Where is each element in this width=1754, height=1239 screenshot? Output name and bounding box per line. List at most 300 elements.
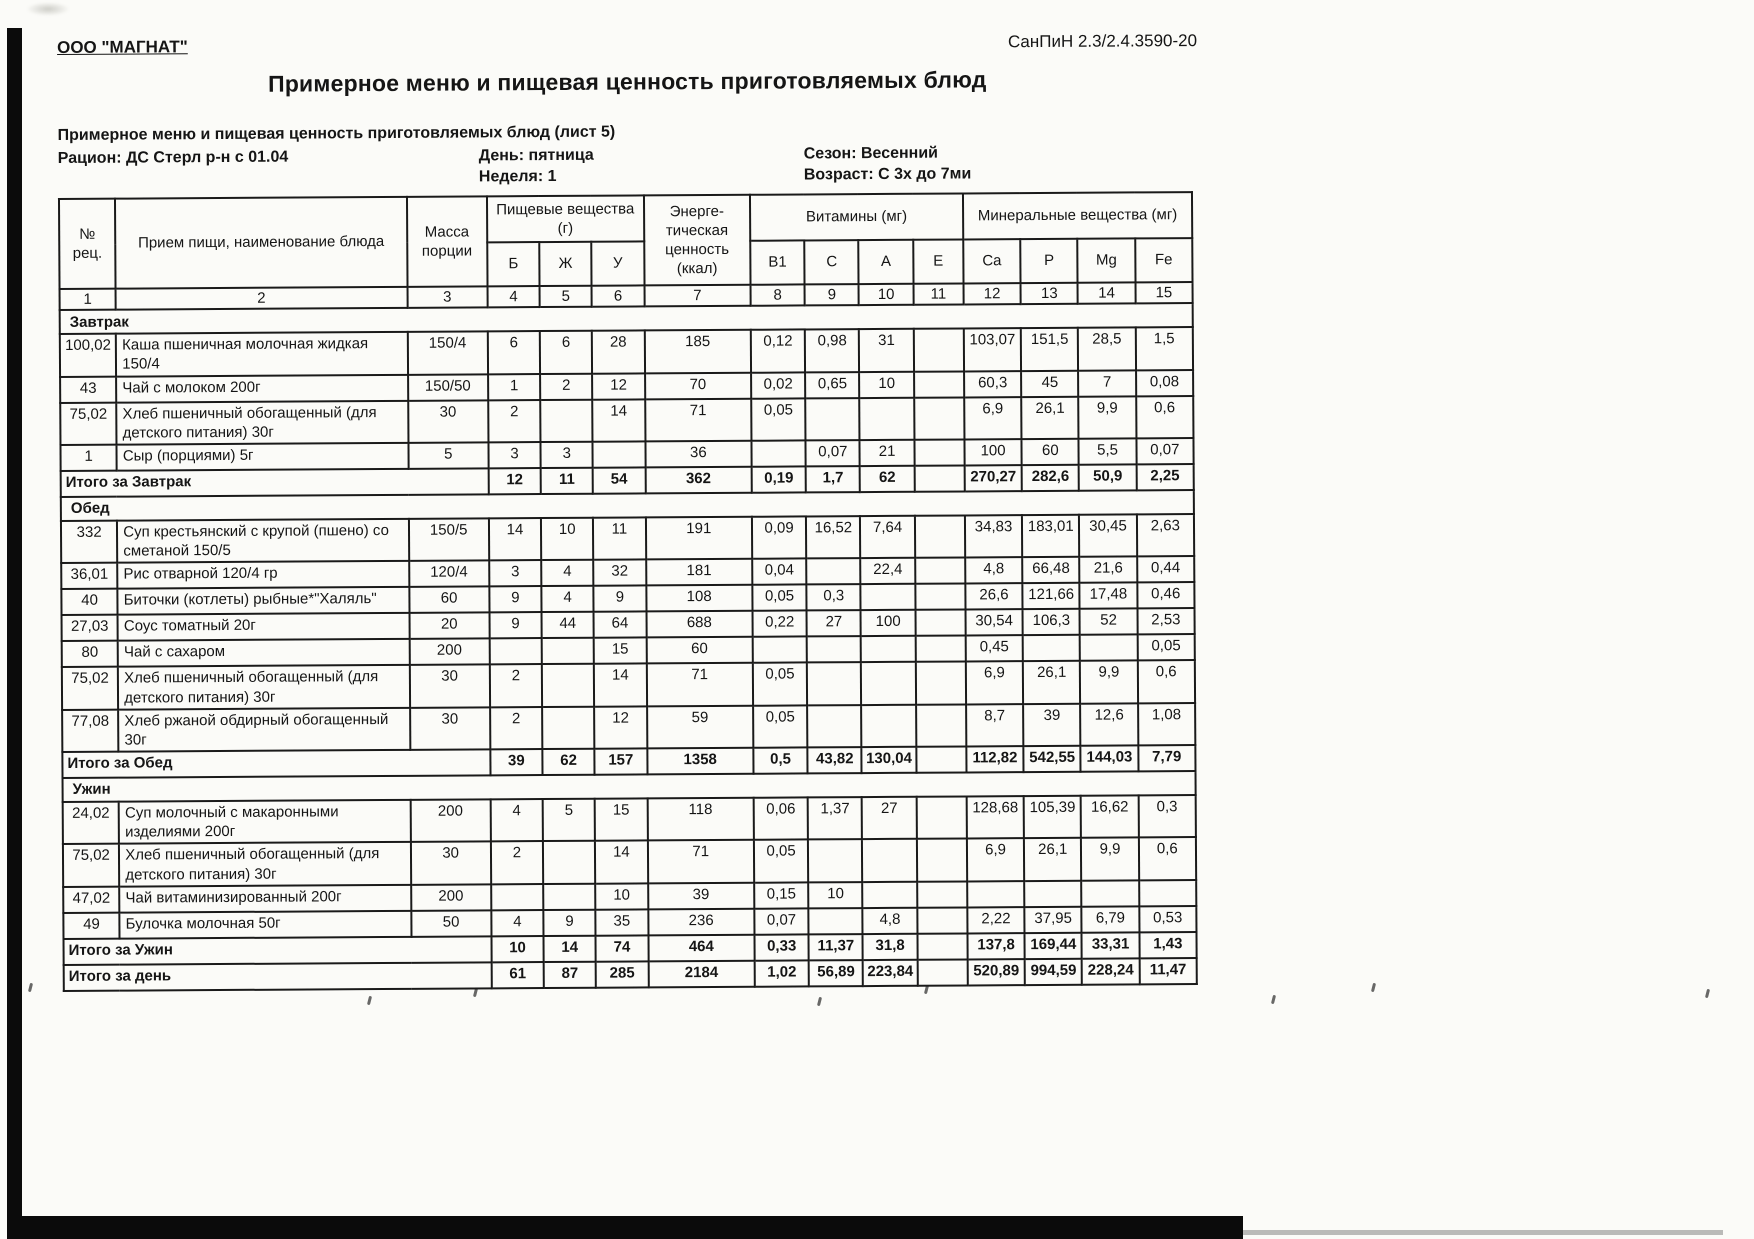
value-cell: 30 xyxy=(410,707,491,750)
column-number: 15 xyxy=(1135,282,1193,304)
value-cell xyxy=(805,398,859,441)
recipe-number-cell: 40 xyxy=(61,589,117,615)
dish-name-cell: Чай с сахаром xyxy=(118,639,409,667)
document-header-row xyxy=(57,31,1197,58)
column-number: 10 xyxy=(859,284,913,306)
value-cell: 15 xyxy=(594,638,646,664)
value-cell: 5,5 xyxy=(1079,438,1136,464)
meal-section-label: Завтрак xyxy=(60,303,1193,334)
section-total-value: 62 xyxy=(542,749,594,775)
value-cell: 32 xyxy=(593,560,645,586)
header-vitamin-b1: B1 xyxy=(750,240,805,284)
value-cell: 0,06 xyxy=(754,797,808,840)
recipe-number-cell: 47,02 xyxy=(63,886,119,912)
scan-speck xyxy=(817,997,822,1006)
value-cell xyxy=(917,839,967,882)
menu-row xyxy=(62,660,1195,709)
value-cell: 17,48 xyxy=(1080,583,1137,609)
value-cell: 14 xyxy=(489,518,541,561)
value-cell: 2 xyxy=(488,400,540,443)
scan-artifact-bottom-bar xyxy=(7,1216,1243,1239)
recipe-number-cell: 75,02 xyxy=(62,667,118,710)
dish-name-cell: Суп молочный с макаронными изделиями 200г xyxy=(119,800,411,844)
value-cell xyxy=(1024,881,1081,907)
value-cell: 2 xyxy=(491,841,543,884)
section-total-value: 270,27 xyxy=(965,465,1022,491)
header-vitamins-group: Витамины (мг) xyxy=(750,193,963,240)
section-total-value: 0,33 xyxy=(754,934,808,960)
column-number: 6 xyxy=(592,285,644,307)
value-cell: 66,48 xyxy=(1022,557,1079,583)
day-total-row xyxy=(64,958,1197,991)
value-cell: 2,63 xyxy=(1137,514,1195,557)
section-total-value: 282,6 xyxy=(1022,465,1079,491)
value-cell: 0,05 xyxy=(754,840,808,883)
value-cell: 52 xyxy=(1080,609,1137,635)
dish-name-cell: Соус томатный 20г xyxy=(118,613,409,641)
section-total-value: 62 xyxy=(860,466,914,492)
dish-name-cell: Хлеб пшеничный обогащенный (для детского питания) 30г xyxy=(116,400,408,444)
day-total-value: 285 xyxy=(596,961,648,987)
section-total-value: 362 xyxy=(645,467,752,494)
value-cell xyxy=(915,515,965,558)
header-recipe-number: № рец. xyxy=(59,199,116,289)
value-cell: 21 xyxy=(860,440,914,466)
value-cell xyxy=(543,884,595,910)
dish-name-cell: Суп крестьянский с крупой (пшено) со сметаной 150/5 xyxy=(117,519,409,563)
section-total-value: 0,5 xyxy=(753,747,807,773)
value-cell: 0,05 xyxy=(753,663,807,706)
dish-name-cell: Рис отварной 120/4 гр xyxy=(117,561,408,589)
value-cell: 27 xyxy=(862,797,916,840)
dish-name-cell: Чай с молоком 200г xyxy=(116,374,407,402)
value-cell: 688 xyxy=(646,611,753,638)
header-minerals-group: Минеральные вещества (мг) xyxy=(963,192,1192,239)
value-cell xyxy=(751,440,805,466)
value-cell: 9 xyxy=(594,586,646,612)
column-number: 11 xyxy=(913,283,963,304)
value-cell xyxy=(862,839,916,882)
value-cell: 31 xyxy=(859,329,913,372)
value-cell: 6 xyxy=(488,331,540,374)
value-cell: 151,5 xyxy=(1021,328,1078,371)
column-number: 12 xyxy=(963,283,1020,305)
value-cell: 26,1 xyxy=(1024,838,1081,881)
page-title: Примерное меню и пищевая ценность приготовляемых блюд xyxy=(267,66,987,97)
value-cell xyxy=(915,610,965,636)
age-value: С 3х до 7ми xyxy=(878,165,972,183)
value-cell xyxy=(542,706,594,749)
menu-row xyxy=(63,795,1196,844)
section-total-value: 10 xyxy=(491,936,543,962)
section-total-label: Итого за Ужин xyxy=(64,936,492,965)
scan-speck xyxy=(1705,989,1710,998)
section-total-value: 11,37 xyxy=(809,934,863,960)
value-cell: 0,05 xyxy=(1137,634,1195,660)
company-name: ООО "МАГНАТ" xyxy=(57,37,188,57)
value-cell: 4 xyxy=(541,560,593,586)
value-cell xyxy=(915,558,965,584)
ration-value: ДС Стерл р-н с 01.04 xyxy=(125,148,289,167)
value-cell: 59 xyxy=(647,705,754,748)
section-total-label: Итого за Обед xyxy=(62,749,490,778)
value-cell: 183,01 xyxy=(1022,515,1079,558)
value-cell: 0,04 xyxy=(752,559,806,585)
recipe-number-cell: 24,02 xyxy=(63,802,119,845)
menu-table-body xyxy=(60,303,1197,991)
value-cell: 6,9 xyxy=(964,397,1021,440)
section-total-value: 39 xyxy=(490,749,542,775)
day-total-value xyxy=(917,959,967,985)
value-cell xyxy=(809,908,863,934)
section-total-value: 144,03 xyxy=(1081,745,1138,771)
value-cell: 200 xyxy=(410,799,491,842)
value-cell: 0,15 xyxy=(754,882,808,908)
value-cell xyxy=(916,704,966,747)
value-cell: 20 xyxy=(409,613,490,639)
section-total-label: Итого за Завтрак xyxy=(61,468,489,497)
value-cell: 3 xyxy=(541,442,593,468)
scan-artifact-bottom-faint-bar xyxy=(1243,1230,1723,1235)
section-total-value: 1,7 xyxy=(806,466,860,492)
value-cell xyxy=(753,637,807,663)
value-cell: 10 xyxy=(808,882,862,908)
season-field xyxy=(804,143,1198,163)
value-cell: 6 xyxy=(540,331,592,374)
section-total-value: 1358 xyxy=(647,748,754,775)
value-cell xyxy=(861,662,915,705)
value-cell: 121,66 xyxy=(1023,583,1080,609)
value-cell xyxy=(807,662,861,705)
value-cell: 16,52 xyxy=(806,516,860,559)
value-cell xyxy=(807,705,861,748)
value-cell: 34,83 xyxy=(965,515,1022,558)
header-carbs: У xyxy=(592,241,645,285)
value-cell: 9 xyxy=(543,910,595,936)
dish-name-cell: Каша пшеничная молочная жидкая 150/4 xyxy=(116,332,408,376)
day-total-label: Итого за день xyxy=(64,962,492,991)
value-cell xyxy=(491,884,543,910)
value-cell: 3 xyxy=(489,560,541,586)
value-cell: 2 xyxy=(540,373,592,399)
header-vitamin-a: A xyxy=(859,240,914,284)
value-cell: 4 xyxy=(491,799,543,842)
value-cell: 2 xyxy=(490,707,542,750)
section-total-value: 33,31 xyxy=(1082,932,1139,958)
value-cell: 128,68 xyxy=(967,796,1024,839)
section-total-value: 2,25 xyxy=(1136,464,1194,490)
value-cell xyxy=(806,558,860,584)
value-cell: 0,3 xyxy=(1138,795,1196,838)
section-total-value: 14 xyxy=(544,936,596,962)
value-cell: 8,7 xyxy=(966,704,1023,747)
column-number: 9 xyxy=(805,284,859,306)
value-cell xyxy=(915,636,965,662)
column-number: 8 xyxy=(751,284,805,306)
value-cell: 106,3 xyxy=(1023,609,1080,635)
column-number: 2 xyxy=(116,287,407,310)
value-cell: 0,05 xyxy=(752,585,806,611)
value-cell: 30,45 xyxy=(1079,514,1136,557)
value-cell: 4,8 xyxy=(965,557,1022,583)
value-cell: 27 xyxy=(807,610,861,636)
value-cell: 60 xyxy=(1022,439,1079,465)
value-cell: 0,02 xyxy=(751,372,805,398)
value-cell: 200 xyxy=(411,884,492,910)
age-label: Возраст: xyxy=(803,166,874,184)
value-cell: 9,9 xyxy=(1081,838,1138,881)
value-cell: 118 xyxy=(647,798,754,841)
dish-name-cell: Хлеб пшеничный обогащенный (для детского питания) 30г xyxy=(119,842,411,886)
column-number: 5 xyxy=(540,286,592,308)
section-total-value: 169,44 xyxy=(1025,933,1082,959)
recipe-number-cell: 43 xyxy=(60,376,116,402)
header-mineral-fe: Fe xyxy=(1135,238,1193,282)
value-cell: 9,9 xyxy=(1080,661,1137,704)
value-cell xyxy=(860,397,914,440)
value-cell: 15 xyxy=(595,798,648,841)
day-total-value: 11,47 xyxy=(1139,958,1197,984)
recipe-number-cell: 49 xyxy=(63,912,119,938)
recipe-number-cell: 36,01 xyxy=(61,563,117,589)
column-number: 4 xyxy=(487,286,539,308)
value-cell: 71 xyxy=(646,663,753,706)
day-total-value: 223,84 xyxy=(863,960,917,986)
header-nutrients-group: Пищевые вещества (г) xyxy=(487,195,644,242)
value-cell: 71 xyxy=(645,398,752,441)
section-total-value xyxy=(914,465,964,491)
value-cell: 0,6 xyxy=(1139,837,1197,880)
value-cell xyxy=(916,797,966,840)
value-cell: 30 xyxy=(409,665,490,708)
value-cell: 1 xyxy=(488,374,540,400)
week-value: 1 xyxy=(547,167,557,186)
value-cell: 44 xyxy=(542,612,594,638)
menu-row xyxy=(61,514,1194,563)
value-cell xyxy=(917,907,967,933)
section-total-value xyxy=(917,933,967,959)
recipe-number-cell: 1 xyxy=(60,445,116,471)
day-total-value: 61 xyxy=(491,962,543,988)
value-cell: 0,08 xyxy=(1136,370,1194,396)
value-cell: 100 xyxy=(964,439,1021,465)
header-protein: Б xyxy=(487,242,539,286)
week-label: Неделя: xyxy=(478,168,544,186)
value-cell: 7,64 xyxy=(860,516,914,559)
value-cell xyxy=(916,662,966,705)
value-cell: 0,44 xyxy=(1137,556,1195,582)
value-cell: 236 xyxy=(648,909,755,936)
scan-speck xyxy=(1371,983,1376,992)
menu-table xyxy=(58,191,1198,992)
value-cell: 191 xyxy=(645,517,752,560)
ration-field xyxy=(58,147,479,168)
value-cell xyxy=(808,840,862,883)
value-cell xyxy=(1080,635,1137,661)
value-cell: 26,1 xyxy=(1021,396,1078,439)
value-cell: 26,1 xyxy=(1023,661,1080,704)
value-cell xyxy=(1082,880,1139,906)
value-cell xyxy=(914,397,964,440)
value-cell: 0,12 xyxy=(751,330,805,373)
value-cell: 1,08 xyxy=(1138,703,1196,746)
value-cell: 0,46 xyxy=(1137,582,1195,608)
menu-row xyxy=(62,703,1195,752)
day-total-value: 520,89 xyxy=(968,959,1025,985)
document-meta xyxy=(58,120,1198,189)
day-total-value: 1,02 xyxy=(755,960,809,986)
value-cell: 39 xyxy=(648,883,755,910)
value-cell: 9,9 xyxy=(1079,396,1136,439)
age-field xyxy=(804,164,1198,184)
dish-name-cell: Сыр (порциями) 5г xyxy=(117,443,408,471)
header-mineral-ca: Ca xyxy=(963,239,1021,283)
header-vitamin-c: C xyxy=(804,240,859,284)
section-total-value: 43,82 xyxy=(808,747,862,773)
value-cell: 6,9 xyxy=(966,661,1023,704)
value-cell: 60 xyxy=(409,587,490,613)
value-cell: 0,6 xyxy=(1137,660,1195,703)
value-cell: 1,37 xyxy=(808,797,862,840)
value-cell xyxy=(914,439,964,465)
day-total-value: 228,24 xyxy=(1082,958,1139,984)
value-cell: 0,98 xyxy=(805,329,859,372)
value-cell: 10 xyxy=(860,371,914,397)
value-cell: 0,05 xyxy=(751,398,805,441)
section-total-value: 11 xyxy=(541,468,593,494)
document-subtitle: Примерное меню и пищевая ценность приготовляемых блюд (лист 5) xyxy=(57,123,616,144)
scan-smudge xyxy=(26,2,70,16)
value-cell: 5 xyxy=(543,799,595,842)
value-cell xyxy=(542,638,594,664)
day-label: День: xyxy=(478,147,525,165)
column-number: 3 xyxy=(407,286,487,308)
column-number: 13 xyxy=(1021,283,1078,305)
value-cell: 150/4 xyxy=(407,332,488,375)
value-cell: 7 xyxy=(1078,370,1135,396)
value-cell: 0,65 xyxy=(805,372,859,398)
meal-section-label: Обед xyxy=(61,490,1194,521)
value-cell: 185 xyxy=(644,330,751,373)
header-portion-mass: Масса порции xyxy=(406,196,487,286)
header-energy-value: Энерге-тическая ценность (ккал) xyxy=(644,195,751,286)
section-total-value: 50,9 xyxy=(1079,464,1136,490)
value-cell: 9 xyxy=(489,612,541,638)
value-cell: 64 xyxy=(594,612,646,638)
regulation-number: СанПиН 2.3/2.4.3590-20 xyxy=(1007,31,1198,52)
scan-speck xyxy=(367,996,372,1005)
section-total-value: 137,8 xyxy=(967,933,1024,959)
value-cell: 120/4 xyxy=(409,561,490,587)
recipe-number-cell: 100,02 xyxy=(60,334,116,377)
day-total-value: 87 xyxy=(544,962,596,988)
value-cell xyxy=(914,371,964,397)
value-cell: 5 xyxy=(408,442,489,468)
value-cell: 0,22 xyxy=(752,611,806,637)
value-cell: 30,54 xyxy=(965,609,1022,635)
value-cell xyxy=(917,881,967,907)
value-cell: 103,07 xyxy=(964,328,1021,371)
value-cell: 181 xyxy=(646,559,753,586)
value-cell: 0,53 xyxy=(1139,906,1197,932)
value-cell xyxy=(1139,880,1197,906)
season-label: Сезон: xyxy=(803,145,857,163)
value-cell: 16,62 xyxy=(1081,795,1138,838)
day-field xyxy=(479,145,804,165)
section-total-value: 1,43 xyxy=(1139,932,1197,958)
value-cell xyxy=(967,881,1024,907)
day-total-value: 2184 xyxy=(648,961,755,988)
section-total-value: 54 xyxy=(593,467,645,493)
menu-row xyxy=(60,327,1193,376)
value-cell: 200 xyxy=(409,639,490,665)
value-cell: 0,07 xyxy=(806,440,860,466)
value-cell: 60 xyxy=(646,637,753,664)
day-value: пятница xyxy=(528,146,594,165)
header-mineral-mg: Mg xyxy=(1078,238,1136,282)
value-cell: 0,09 xyxy=(752,516,806,559)
scan-speck xyxy=(28,983,33,992)
header-dish-name: Прием пищи, наименование блюда xyxy=(115,197,407,289)
value-cell: 14 xyxy=(592,399,645,442)
value-cell: 60,3 xyxy=(964,371,1021,397)
value-cell: 0,6 xyxy=(1136,396,1194,439)
dish-name-cell: Биточки (котлеты) рыбные*"Халяль" xyxy=(118,587,409,615)
value-cell: 9 xyxy=(489,586,541,612)
recipe-number-cell: 27,03 xyxy=(62,615,118,641)
section-total-value: 542,55 xyxy=(1024,746,1081,772)
value-cell: 4 xyxy=(541,586,593,612)
recipe-number-cell: 332 xyxy=(61,521,117,564)
value-cell: 1,5 xyxy=(1135,327,1193,370)
value-cell: 50 xyxy=(411,910,492,936)
value-cell: 14 xyxy=(595,841,648,884)
value-cell: 0,05 xyxy=(753,705,807,748)
value-cell: 2,53 xyxy=(1137,608,1195,634)
value-cell: 0,07 xyxy=(1136,438,1194,464)
column-number: 14 xyxy=(1078,282,1135,304)
day-total-value: 56,89 xyxy=(809,960,863,986)
value-cell: 4 xyxy=(491,910,543,936)
recipe-number-cell: 80 xyxy=(62,641,118,667)
section-total-value: 464 xyxy=(648,935,755,962)
value-cell: 37,95 xyxy=(1024,907,1081,933)
dish-name-cell: Хлеб ржаной обдирный обогащенный 30г xyxy=(118,708,410,752)
header-mineral-p: P xyxy=(1020,239,1078,283)
value-cell: 105,39 xyxy=(1024,796,1081,839)
value-cell xyxy=(862,704,916,747)
value-cell: 0,45 xyxy=(966,635,1023,661)
value-cell: 6,79 xyxy=(1082,906,1139,932)
menu-row xyxy=(63,837,1196,886)
section-total-value xyxy=(916,747,966,773)
menu-table-header xyxy=(59,192,1193,310)
value-cell: 12,6 xyxy=(1080,703,1137,746)
value-cell: 11 xyxy=(593,517,646,560)
section-total-value: 112,82 xyxy=(966,746,1023,772)
recipe-number-cell: 75,02 xyxy=(63,844,119,887)
ration-label: Рацион: xyxy=(57,149,122,167)
value-cell: 0,07 xyxy=(754,908,808,934)
value-cell: 30 xyxy=(410,842,491,885)
column-number: 7 xyxy=(644,285,751,307)
document-content xyxy=(57,31,1203,992)
value-cell xyxy=(807,636,861,662)
value-cell: 150/50 xyxy=(408,374,489,400)
section-total-value: 130,04 xyxy=(862,747,916,773)
column-number: 1 xyxy=(60,289,116,311)
header-group-row xyxy=(59,192,1192,245)
